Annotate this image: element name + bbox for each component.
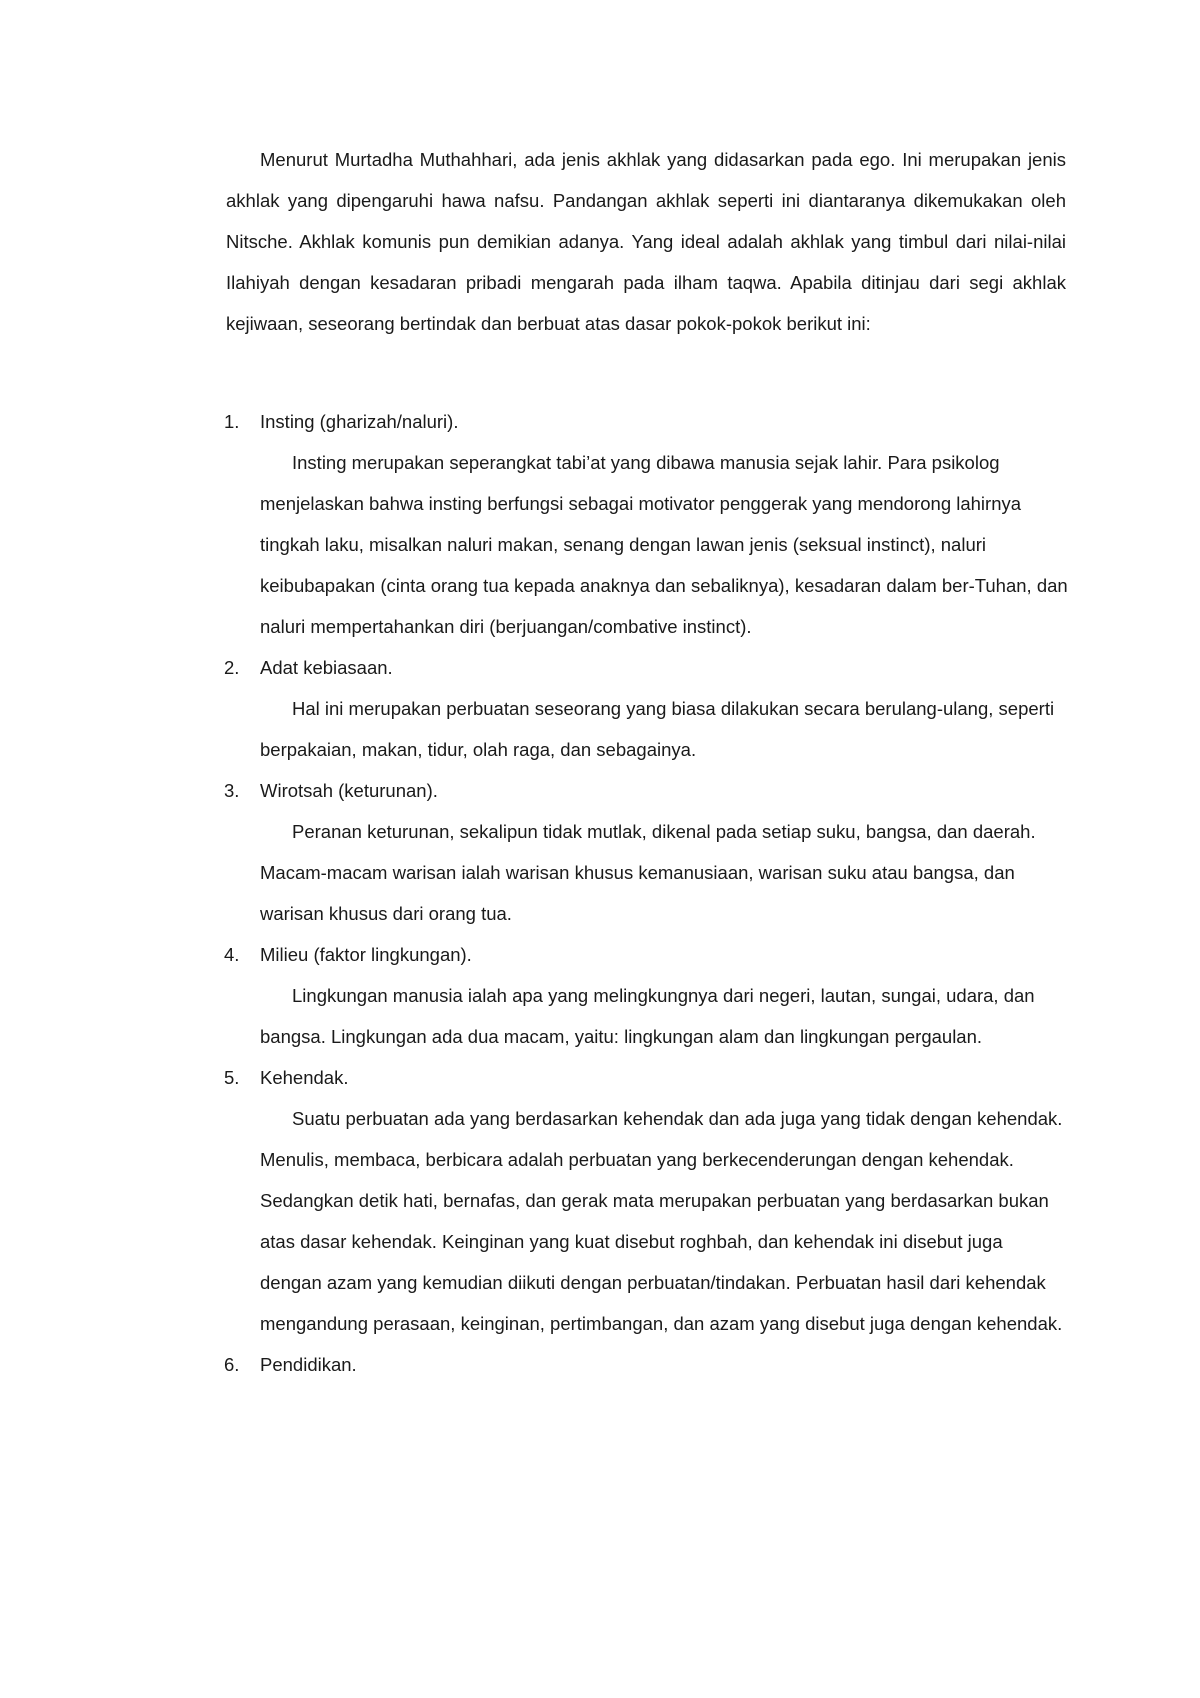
item-description: Suatu perbuatan ada yang berdasarkan kehendak dan ada juga yang tidak dengan kehendak. Menulis, membaca, berbicara adalah perbuatan yang berkecenderungan dengan kehendak. Sedangkan detik hati, bernafas, dan gerak mata merupakan perbuatan yang berdasarkan bukan atas dasar kehendak. Keinginan yang kuat disebut roghbah, dan kehendak ini disebut juga dengan azam yang kemudian diikuti dengan perbuatan/tindakan. Perbuatan hasil dari kehendak mengandung perasaan, keinginan, pertimbangan, dan azam yang disebut juga dengan kehendak.	[260, 1108, 1063, 1334]
list-item	[226, 401, 1068, 647]
list-item	[226, 647, 1068, 770]
list-item	[226, 1344, 1068, 1385]
item-number: 3.	[224, 780, 240, 801]
item-title: Kehendak.	[260, 1067, 349, 1088]
item-number: 1.	[224, 411, 240, 432]
item-title: Pendidikan.	[260, 1354, 357, 1375]
list-item	[226, 770, 1068, 934]
item-description: Peranan keturunan, sekalipun tidak mutlak, dikenal pada setiap suku, bangsa, dan daerah. Macam-macam warisan ialah warisan khusus kemanusiaan, warisan suku atau bangsa, dan warisan khusus dari orang tua.	[260, 821, 1036, 924]
item-title: Milieu (faktor lingkungan).	[260, 944, 472, 965]
factor-list	[226, 401, 1068, 1385]
item-description: Lingkungan manusia ialah apa yang melingkungnya dari negeri, lautan, sungai, udara, dan bangsa. Lingkungan ada dua macam, yaitu: lingkungan alam dan lingkungan pergaulan.	[260, 985, 1035, 1047]
item-number: 2.	[224, 657, 240, 678]
item-title: Adat kebiasaan.	[260, 657, 393, 678]
item-number: 5.	[224, 1067, 240, 1088]
item-title: Wirotsah (keturunan).	[260, 780, 438, 801]
item-description: Insting merupakan seperangkat tabi’at yang dibawa manusia sejak lahir. Para psikolog menjelaskan bahwa insting berfungsi sebagai motivator penggerak yang mendorong lahirnya tingkah laku, misalkan naluri makan, senang dengan lawan jenis (seksual instinct), naluri keibubapakan (cinta orang tua kepada anaknya dan sebaliknya), kesadaran dalam ber-Tuhan, dan naluri mempertahankan diri (berjuangan/combative instinct).	[260, 452, 1068, 637]
list-item	[226, 1057, 1068, 1344]
item-number: 4.	[224, 944, 240, 965]
item-title: Insting (gharizah/naluri).	[260, 411, 459, 432]
intro-paragraph: Menurut Murtadha Muthahhari, ada jenis akhlak yang didasarkan pada ego. Ini merupakan jenis akhlak yang dipengaruhi hawa nafsu. Pandangan akhlak seperti ini diantaranya dikemukakan oleh Nitsche. Akhlak komunis pun demikian adanya. Yang ideal adalah akhlak yang timbul dari nilai-nilai Ilahiyah dengan kesadaran pribadi mengarah pada ilham taqwa. Apabila ditinjau dari segi akhlak kejiwaan, seseorang bertindak dan berbuat atas dasar pokok-pokok berikut ini:	[226, 149, 1066, 334]
item-description: Hal ini merupakan perbuatan seseorang yang biasa dilakukan secara berulang-ulang, seperti berpakaian, makan, tidur, olah raga, dan sebagainya.	[260, 698, 1055, 760]
item-number: 6.	[224, 1354, 240, 1375]
list-item	[226, 934, 1068, 1057]
